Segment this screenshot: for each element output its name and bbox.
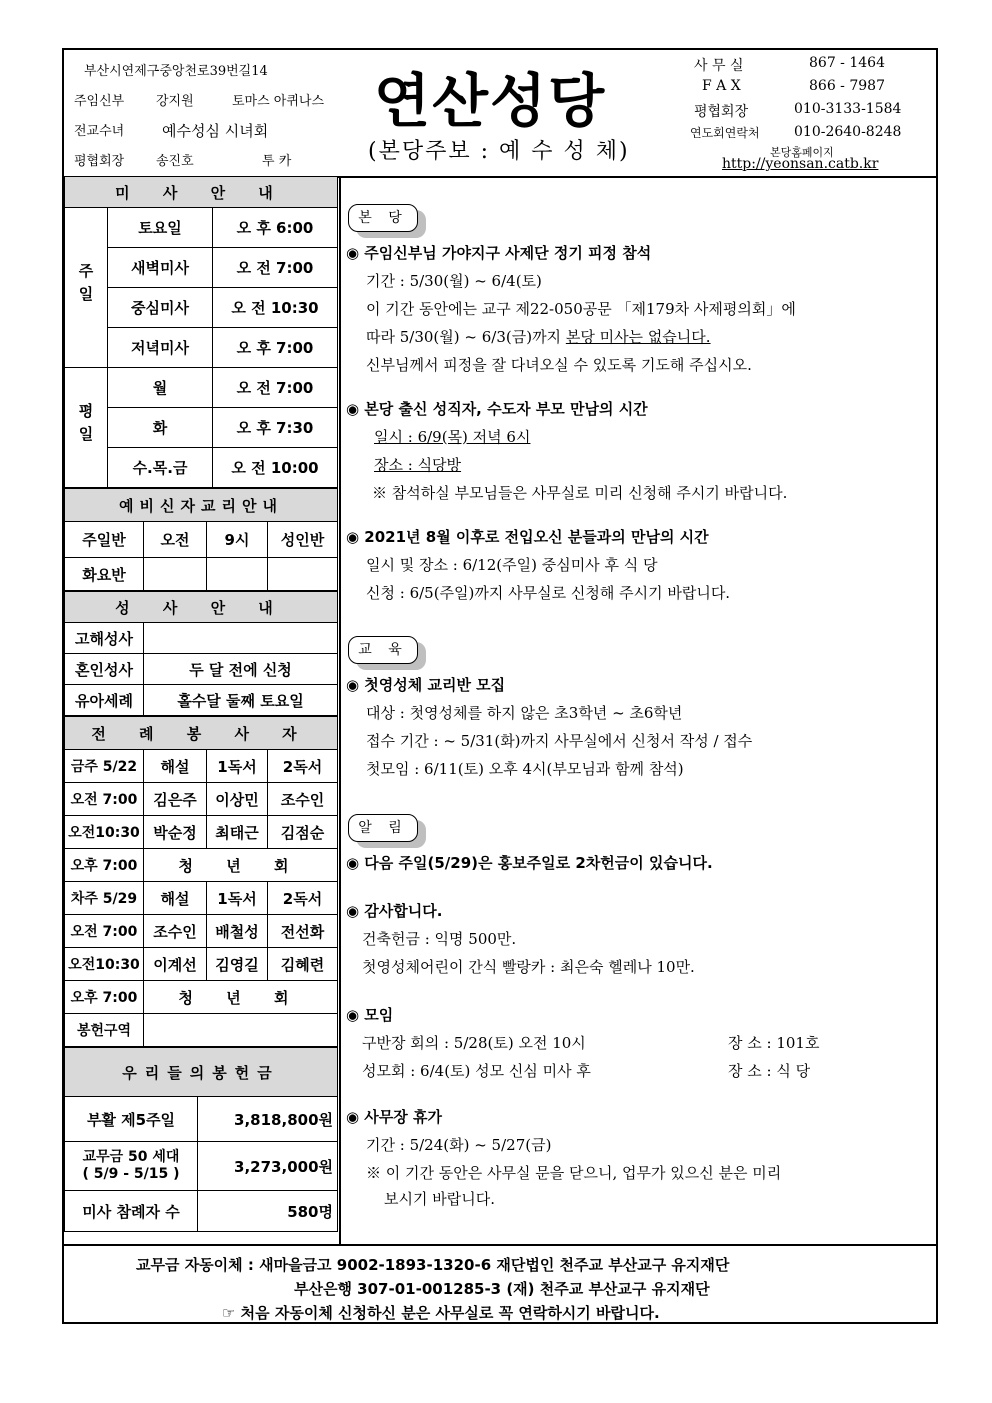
notice-text: 일시 및 장소 : 6/12(주일) 중심미사 후 식 당: [366, 556, 658, 574]
contact-label: 연도회연락처: [690, 126, 760, 140]
server-name: 전선화: [268, 915, 338, 948]
offering-area-value: [144, 1014, 338, 1047]
server-group: 청 년 회: [144, 981, 338, 1014]
offering-area-label: 봉헌구역: [65, 1014, 144, 1047]
mass-time: 오 전 7:00: [213, 368, 338, 408]
notice-text: 따라 5/30(월) ~ 6/3(금)까지 본당 미사는 없습니다.: [366, 328, 711, 346]
server-name: 최태근: [207, 816, 268, 849]
server-name: 조수인: [144, 915, 207, 948]
offering-value: 3,818,800원: [198, 1097, 338, 1142]
server-name: 김은주: [144, 783, 207, 816]
notice-text: 접수 기간 : ~ 5/31(화)까지 사무실에서 신청서 작성 / 접수: [366, 732, 753, 750]
mass-name: 저녁미사: [108, 328, 213, 368]
sacrament-name: 혼인성사: [65, 654, 144, 685]
notice-text: 성모회 : 6/4(토) 성모 신심 미사 후: [362, 1062, 591, 1080]
server-name: 박순정: [144, 816, 207, 849]
pastor-label: 주임신부: [74, 94, 125, 109]
server-time: 오전10:30: [65, 816, 144, 849]
pastor-name: 강지원: [156, 94, 194, 109]
notice-title: ◉ 2021년 8월 이후로 전입오신 분들과의 만남의 시간: [346, 528, 709, 546]
mass-name: 토요일: [108, 208, 213, 248]
notice-text: 신부님께서 피정을 잘 다녀오실 수 있도록 기도해 주십시오.: [366, 356, 752, 374]
bulletin-page: [62, 48, 938, 1324]
server-time: 오후 7:00: [65, 849, 144, 882]
notice-text: 장소 : 식당방: [374, 456, 462, 474]
offering-value: 580명: [198, 1191, 338, 1232]
notice-text: 기간 : 5/24(화) ~ 5/27(금): [366, 1136, 552, 1154]
pastor-baptismal: 토마스 아퀴나스: [232, 94, 325, 109]
sunday-label: 주일: [65, 208, 108, 368]
class-type: 성인반: [268, 522, 338, 558]
role-reader2: 2독서: [268, 882, 338, 915]
notice-text: 대상 : 첫영성체를 하지 않은 초3학년 ~ 초6학년: [366, 704, 683, 722]
server-time: 오전10:30: [65, 948, 144, 981]
server-name: 이상민: [207, 783, 268, 816]
mass-time: 오 전 10:30: [213, 288, 338, 328]
notice-title: ◉ 사무장 휴가: [346, 1108, 442, 1126]
footer-line: 교무금 자동이체 : 새마을금고 9002-1893-1320-6 재단법인 천주교 부산교구 유지재단: [136, 1256, 730, 1274]
mass-name: 새벽미사: [108, 248, 213, 288]
notice-text: 일시 : 6/9(목) 저녁 6시: [374, 428, 531, 446]
notice-title: ◉ 다음 주일(5/29)은 홍보주일로 2차헌금이 있습니다.: [346, 854, 713, 872]
pres-phone: 010-3133-1584: [794, 101, 902, 117]
server-name: 김점순: [268, 816, 338, 849]
notice-text: 기간 : 5/30(월) ~ 6/4(토): [366, 272, 542, 290]
class-time: 오전: [144, 522, 207, 558]
offering-value: 3,273,000원: [198, 1142, 338, 1191]
sacrament-value: [144, 623, 338, 654]
server-time: 오전 7:00: [65, 915, 144, 948]
week-label: 금주 5/22: [65, 750, 144, 783]
servers-table: [64, 716, 338, 1047]
mass-time: 오 후 6:00: [213, 208, 338, 248]
nun-name: 예수성심 시녀회: [162, 122, 269, 140]
education-tag: 교 육: [348, 636, 418, 664]
mass-time: 오 전 10:00: [213, 448, 338, 488]
offerings-table: [64, 1047, 338, 1232]
column-divider: [339, 176, 341, 1244]
notice-title: ◉ 주임신부님 가야지구 사제단 정기 피정 참석: [346, 244, 652, 262]
server-name: 김영길: [207, 948, 268, 981]
address: 부산시연제구중앙천로39번길14: [84, 64, 268, 79]
mass-name: 중심미사: [108, 288, 213, 328]
notice-title: ◉ 모임: [346, 1006, 394, 1024]
mass-table: [64, 176, 338, 488]
mass-name: 수.목.금: [108, 448, 213, 488]
notice-text: ※ 참석하실 부모님들은 사무실로 미리 신청해 주시기 바랍니다.: [372, 484, 788, 502]
notice-text: 구반장 회의 : 5/28(토) 오전 10시: [362, 1034, 586, 1052]
weekday-label: 평일: [65, 368, 108, 488]
parish-tag: 본 당: [348, 204, 418, 232]
notice-title: ◉ 본당 출신 성직자, 수도자 부모 만남의 시간: [346, 400, 648, 418]
notice-tag: 알 림: [348, 814, 418, 842]
class-name: 화요반: [65, 558, 144, 591]
server-name: 이계선: [144, 948, 207, 981]
catechumen-title: 예비신자교리안내: [65, 489, 338, 522]
week-label: 차주 5/29: [65, 882, 144, 915]
homepage-link[interactable]: http://yeonsan.catb.kr: [722, 156, 879, 172]
footer-line: 부산은행 307-01-001285-3 (재) 천주교 부산교구 유지재단: [294, 1280, 710, 1298]
notice-text: 신청 : 6/5(주일)까지 사무실로 신청해 주시기 바랍니다.: [366, 584, 731, 602]
fax-phone: 866 - 7987: [809, 78, 885, 94]
notice-text: 첫영성체어린이 간식 빨랑카 : 최은숙 헬레나 10만.: [362, 958, 695, 976]
notice-text: 보시기 바랍니다.: [384, 1190, 495, 1208]
council-label: 평협회장: [74, 154, 125, 169]
role-commentator: 해설: [144, 750, 207, 783]
council-name: 송진호: [156, 154, 194, 169]
class-time: [144, 558, 207, 591]
sacrament-value: 두 달 전에 신청: [144, 654, 338, 685]
sacrament-name: 고해성사: [65, 623, 144, 654]
role-reader2: 2독서: [268, 750, 338, 783]
council-baptismal: 투 카: [262, 154, 292, 169]
sacrament-name: 유아세례: [65, 685, 144, 716]
class-name: 주일반: [65, 522, 144, 558]
server-name: 배철성: [207, 915, 268, 948]
bulletin-subtitle: (본당주보 : 예 수 성 체): [368, 139, 630, 164]
mass-name: 화: [108, 408, 213, 448]
catechumen-table: [64, 488, 338, 591]
server-name: 김혜련: [268, 948, 338, 981]
server-time: 오전 7:00: [65, 783, 144, 816]
mass-time: 오 전 7:00: [213, 248, 338, 288]
mass-name: 월: [108, 368, 213, 408]
offerings-title: 우리들의봉헌금: [65, 1048, 338, 1097]
mass-time: 오 후 7:30: [213, 408, 338, 448]
notice-text: 이 기간 동안에는 교구 제22-050공문 「제179차 사제평의회」에: [366, 300, 796, 318]
contact-phone: 010-2640-8248: [794, 124, 902, 140]
header: [64, 50, 936, 178]
server-time: 오후 7:00: [65, 981, 144, 1014]
role-commentator: 해설: [144, 882, 207, 915]
notice-text: 첫모임 : 6/11(토) 오후 4시(부모님과 함께 참석): [366, 760, 684, 778]
footer-line: ☞ 처음 자동이체 신청하신 분은 사무실로 꼭 연락하시기 바랍니다.: [222, 1304, 660, 1322]
role-reader1: 1독서: [207, 882, 268, 915]
sacrament-value: 홀수달 둘째 토요일: [144, 685, 338, 716]
mass-time: 오 후 7:00: [213, 328, 338, 368]
office-phone: 867 - 1464: [809, 55, 885, 71]
offering-name: 부활 제5주일: [65, 1097, 198, 1142]
fax-label: F A X: [702, 78, 741, 94]
offering-name: 미사 참례자 수: [65, 1191, 198, 1232]
class-hour: 9시: [207, 522, 268, 558]
mass-title: 미 사 안 내: [65, 177, 338, 208]
left-column: [64, 176, 340, 1232]
parish-title: 연산성당: [374, 67, 607, 135]
notice-text: 장 소 : 식 당: [728, 1062, 811, 1080]
offering-name: 교무금 50 세대 ( 5/9 - 5/15 ): [65, 1142, 198, 1191]
server-group: 청 년 회: [144, 849, 338, 882]
footer: [64, 1244, 936, 1324]
class-hour: [207, 558, 268, 591]
nun-label: 전교수녀: [74, 124, 125, 139]
office-label: 사 무 실: [694, 58, 744, 74]
role-reader1: 1독서: [207, 750, 268, 783]
homepage-label: 본당홈페이지: [770, 146, 834, 159]
sacrament-table: [64, 591, 338, 716]
pres-label: 평협회장: [694, 104, 749, 120]
class-type: [268, 558, 338, 591]
notice-title: ◉ 감사합니다.: [346, 902, 443, 920]
sacrament-title: 성 사 안 내: [65, 592, 338, 623]
notice-title: ◉ 첫영성체 교리반 모집: [346, 676, 506, 694]
notice-text: 장 소 : 101호: [728, 1034, 820, 1052]
server-name: 조수인: [268, 783, 338, 816]
servers-title: 전 례 봉 사 자: [65, 717, 338, 750]
notice-text: 건축헌금 : 익명 500만.: [362, 930, 517, 948]
notice-text: ※ 이 기간 동안은 사무실 문을 닫으니, 업무가 있으신 분은 미리: [366, 1164, 782, 1182]
